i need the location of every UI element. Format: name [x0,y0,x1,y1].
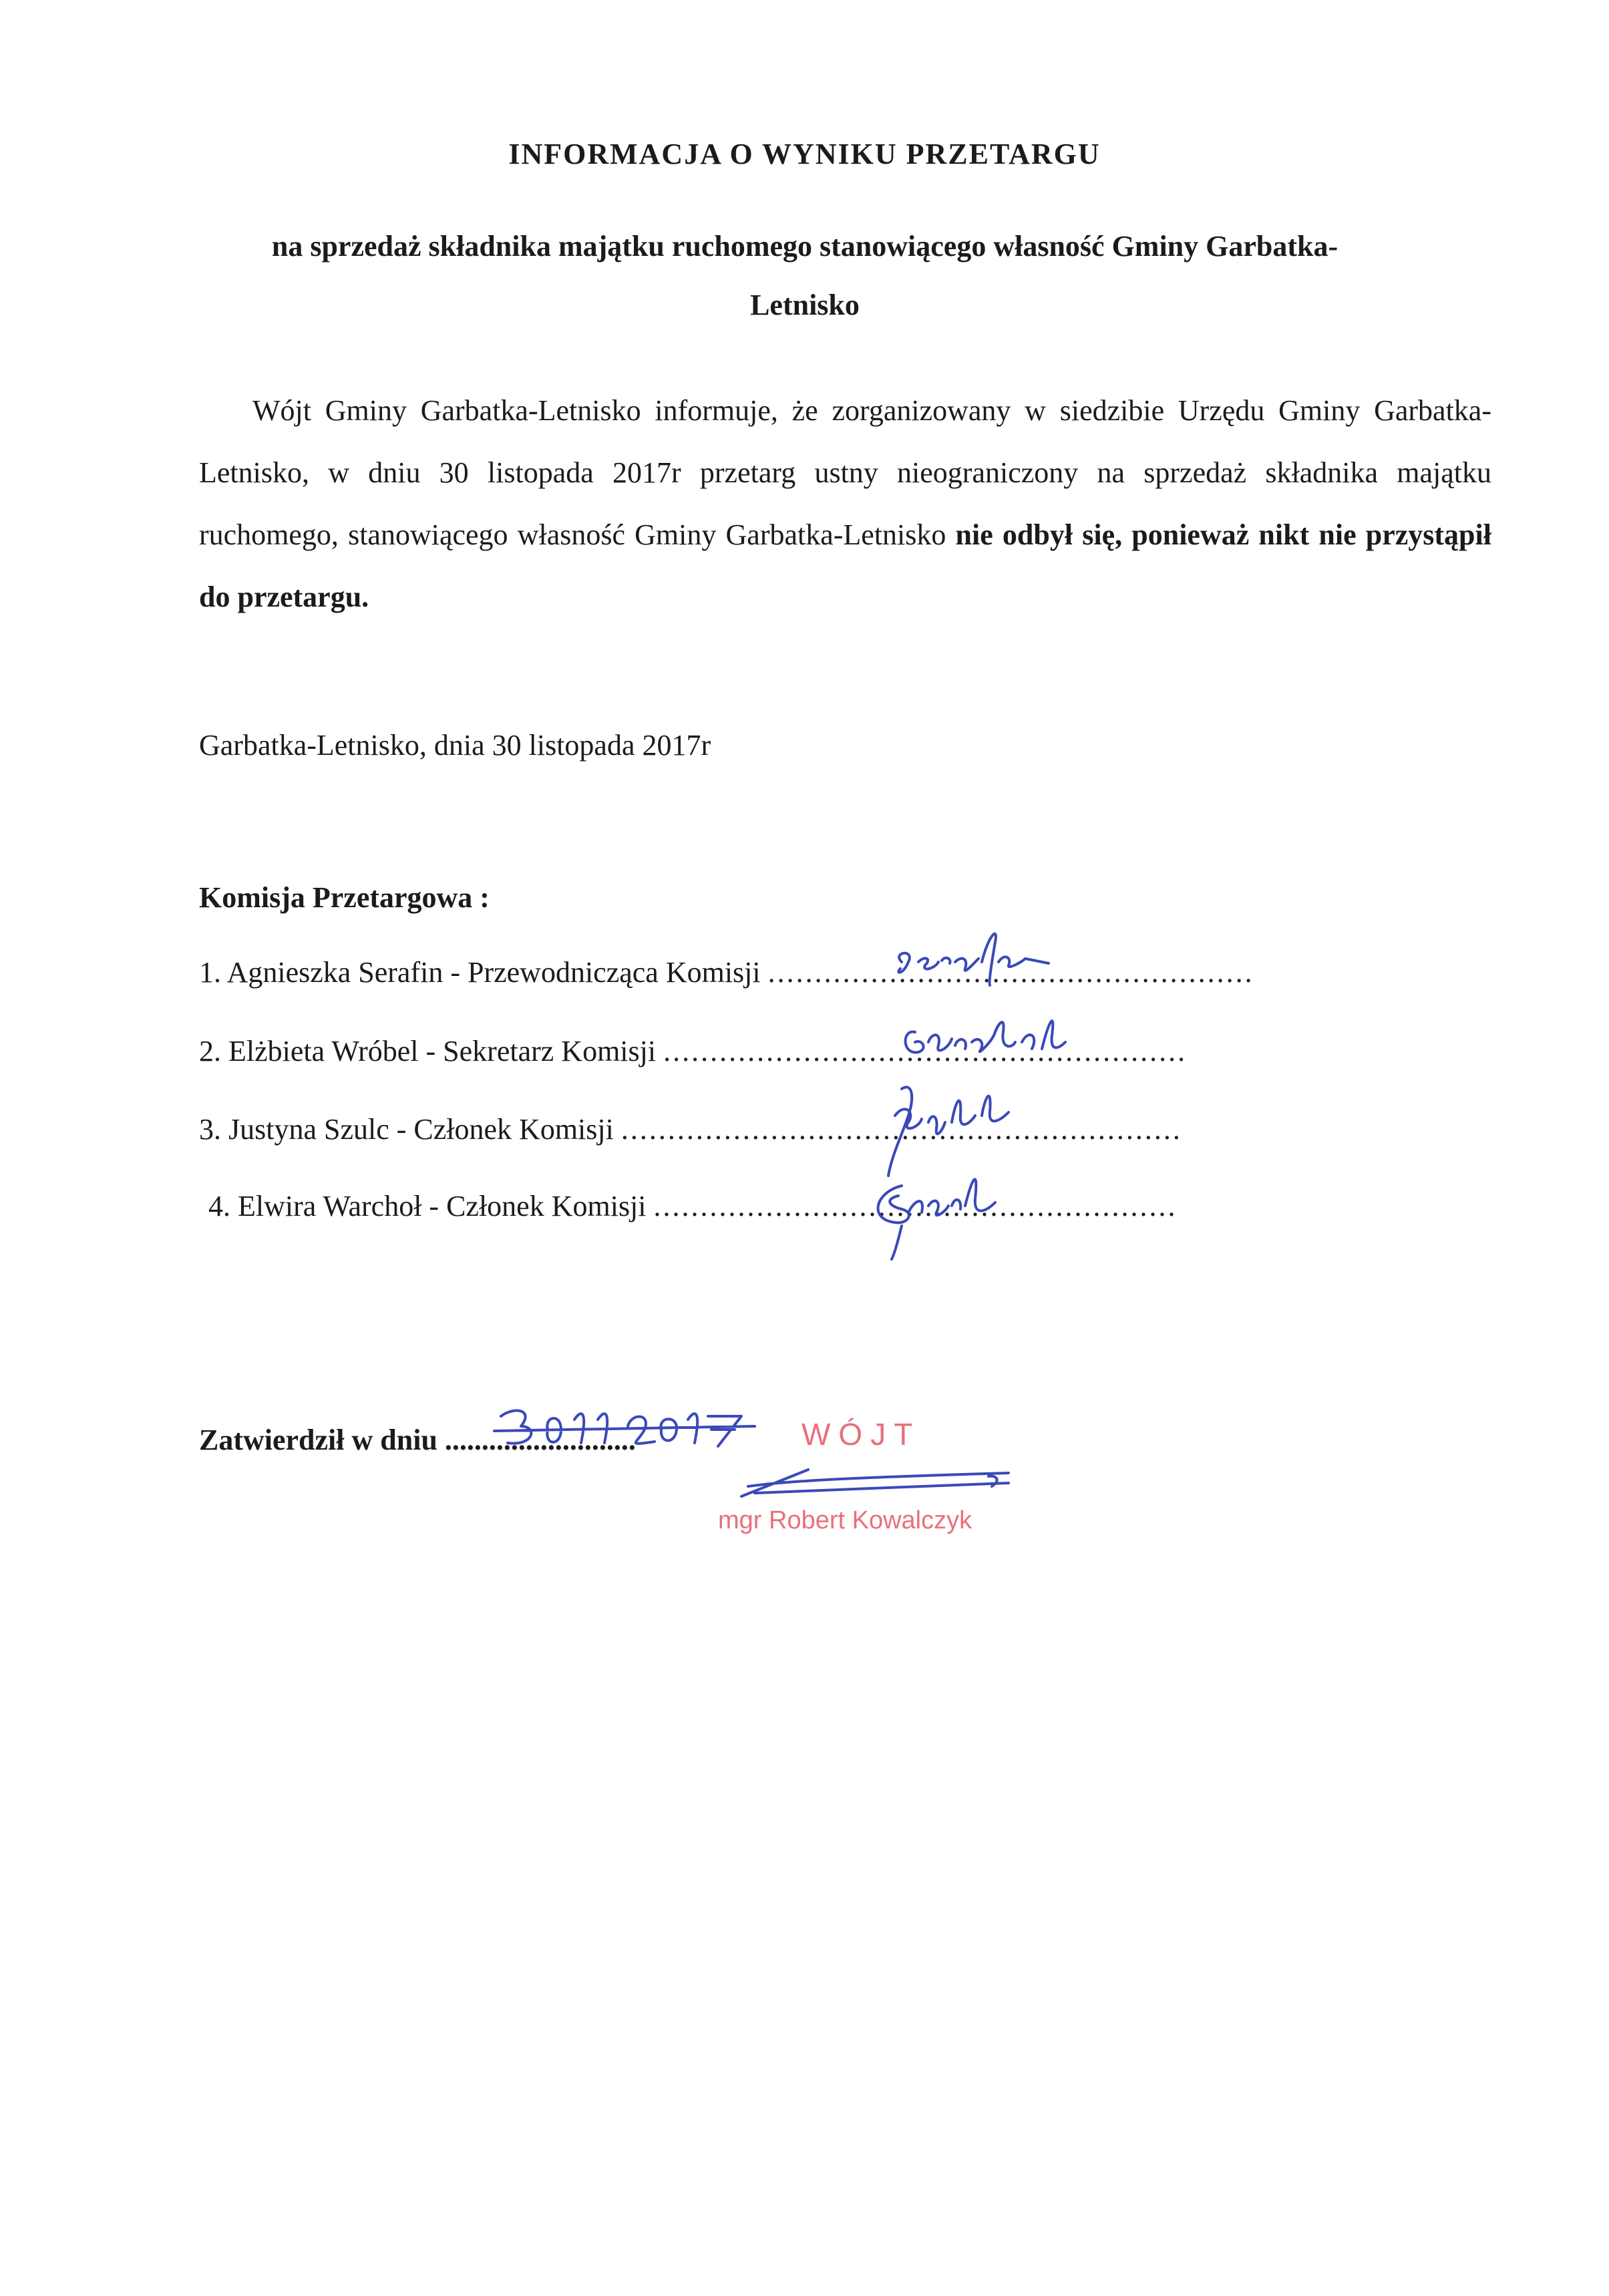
handwritten-date [488,1389,768,1470]
commission-member-4 [208,1189,1178,1223]
signature-stroke [878,1179,995,1259]
commission-member-1 [199,955,1254,989]
signature-line: ........................................................ [653,1190,1178,1222]
signature-stroke [898,934,1049,985]
signature-line: ............................................................ [620,1113,1182,1146]
place-date: Garbatka-Letnisko, dnia 30 listopada 2017r [199,729,711,762]
approval-label: Zatwierdził w dniu [199,1424,437,1456]
body-text-regular: Wójt Gminy Garbatka-Letnisko informuje, że zorganizowany w siedzibie Urzędu Gminy Garbatka-Letnisko, w dniu 30 listopada 2017r przetarg ustny nieograniczony na sprzedaż składnika majątku ruchomego, stanowiącego własność Gminy Garbatka-Letnisko [199,394,1491,551]
signature-warchol [862,1159,1022,1266]
stamp-title: WÓJT [801,1417,921,1452]
stamp-name: mgr Robert Kowalczyk [718,1506,972,1534]
body-text-bold: nie odbył się, ponieważ nikt nie przystąpił do przetargu. [199,518,1491,613]
signature-line: ........................................................ [663,1035,1188,1068]
signature-line: .................................................... [767,956,1254,989]
signature-stroke [741,1470,1009,1496]
signature-wrobel [895,1002,1082,1076]
signature-stroke [906,1021,1065,1052]
signature-serafin [888,922,1089,995]
member-label: 4. Elwira Warchoł - Członek Komisji [208,1190,647,1222]
member-label: 3. Justyna Szulc - Członek Komisji [199,1113,614,1146]
approval-dots: .......................... [444,1424,636,1456]
member-label: 2. Elżbieta Wróbel - Sekretarz Komisji [199,1035,657,1068]
commission-title: Komisja Przetargowa : [199,881,490,914]
body-paragraph [199,379,1491,628]
document-subtitle: na sprzedaż składnika majątku ruchomego stanowiącego własność Gminy Garbatka-Letnisko [271,230,1338,321]
document-title: INFORMACJA O WYNIKU PRZETARGU [508,138,1101,170]
member-label: 1. Agnieszka Serafin - Przewodnicząca Komisji [199,956,761,989]
signature-stroke [494,1411,755,1446]
